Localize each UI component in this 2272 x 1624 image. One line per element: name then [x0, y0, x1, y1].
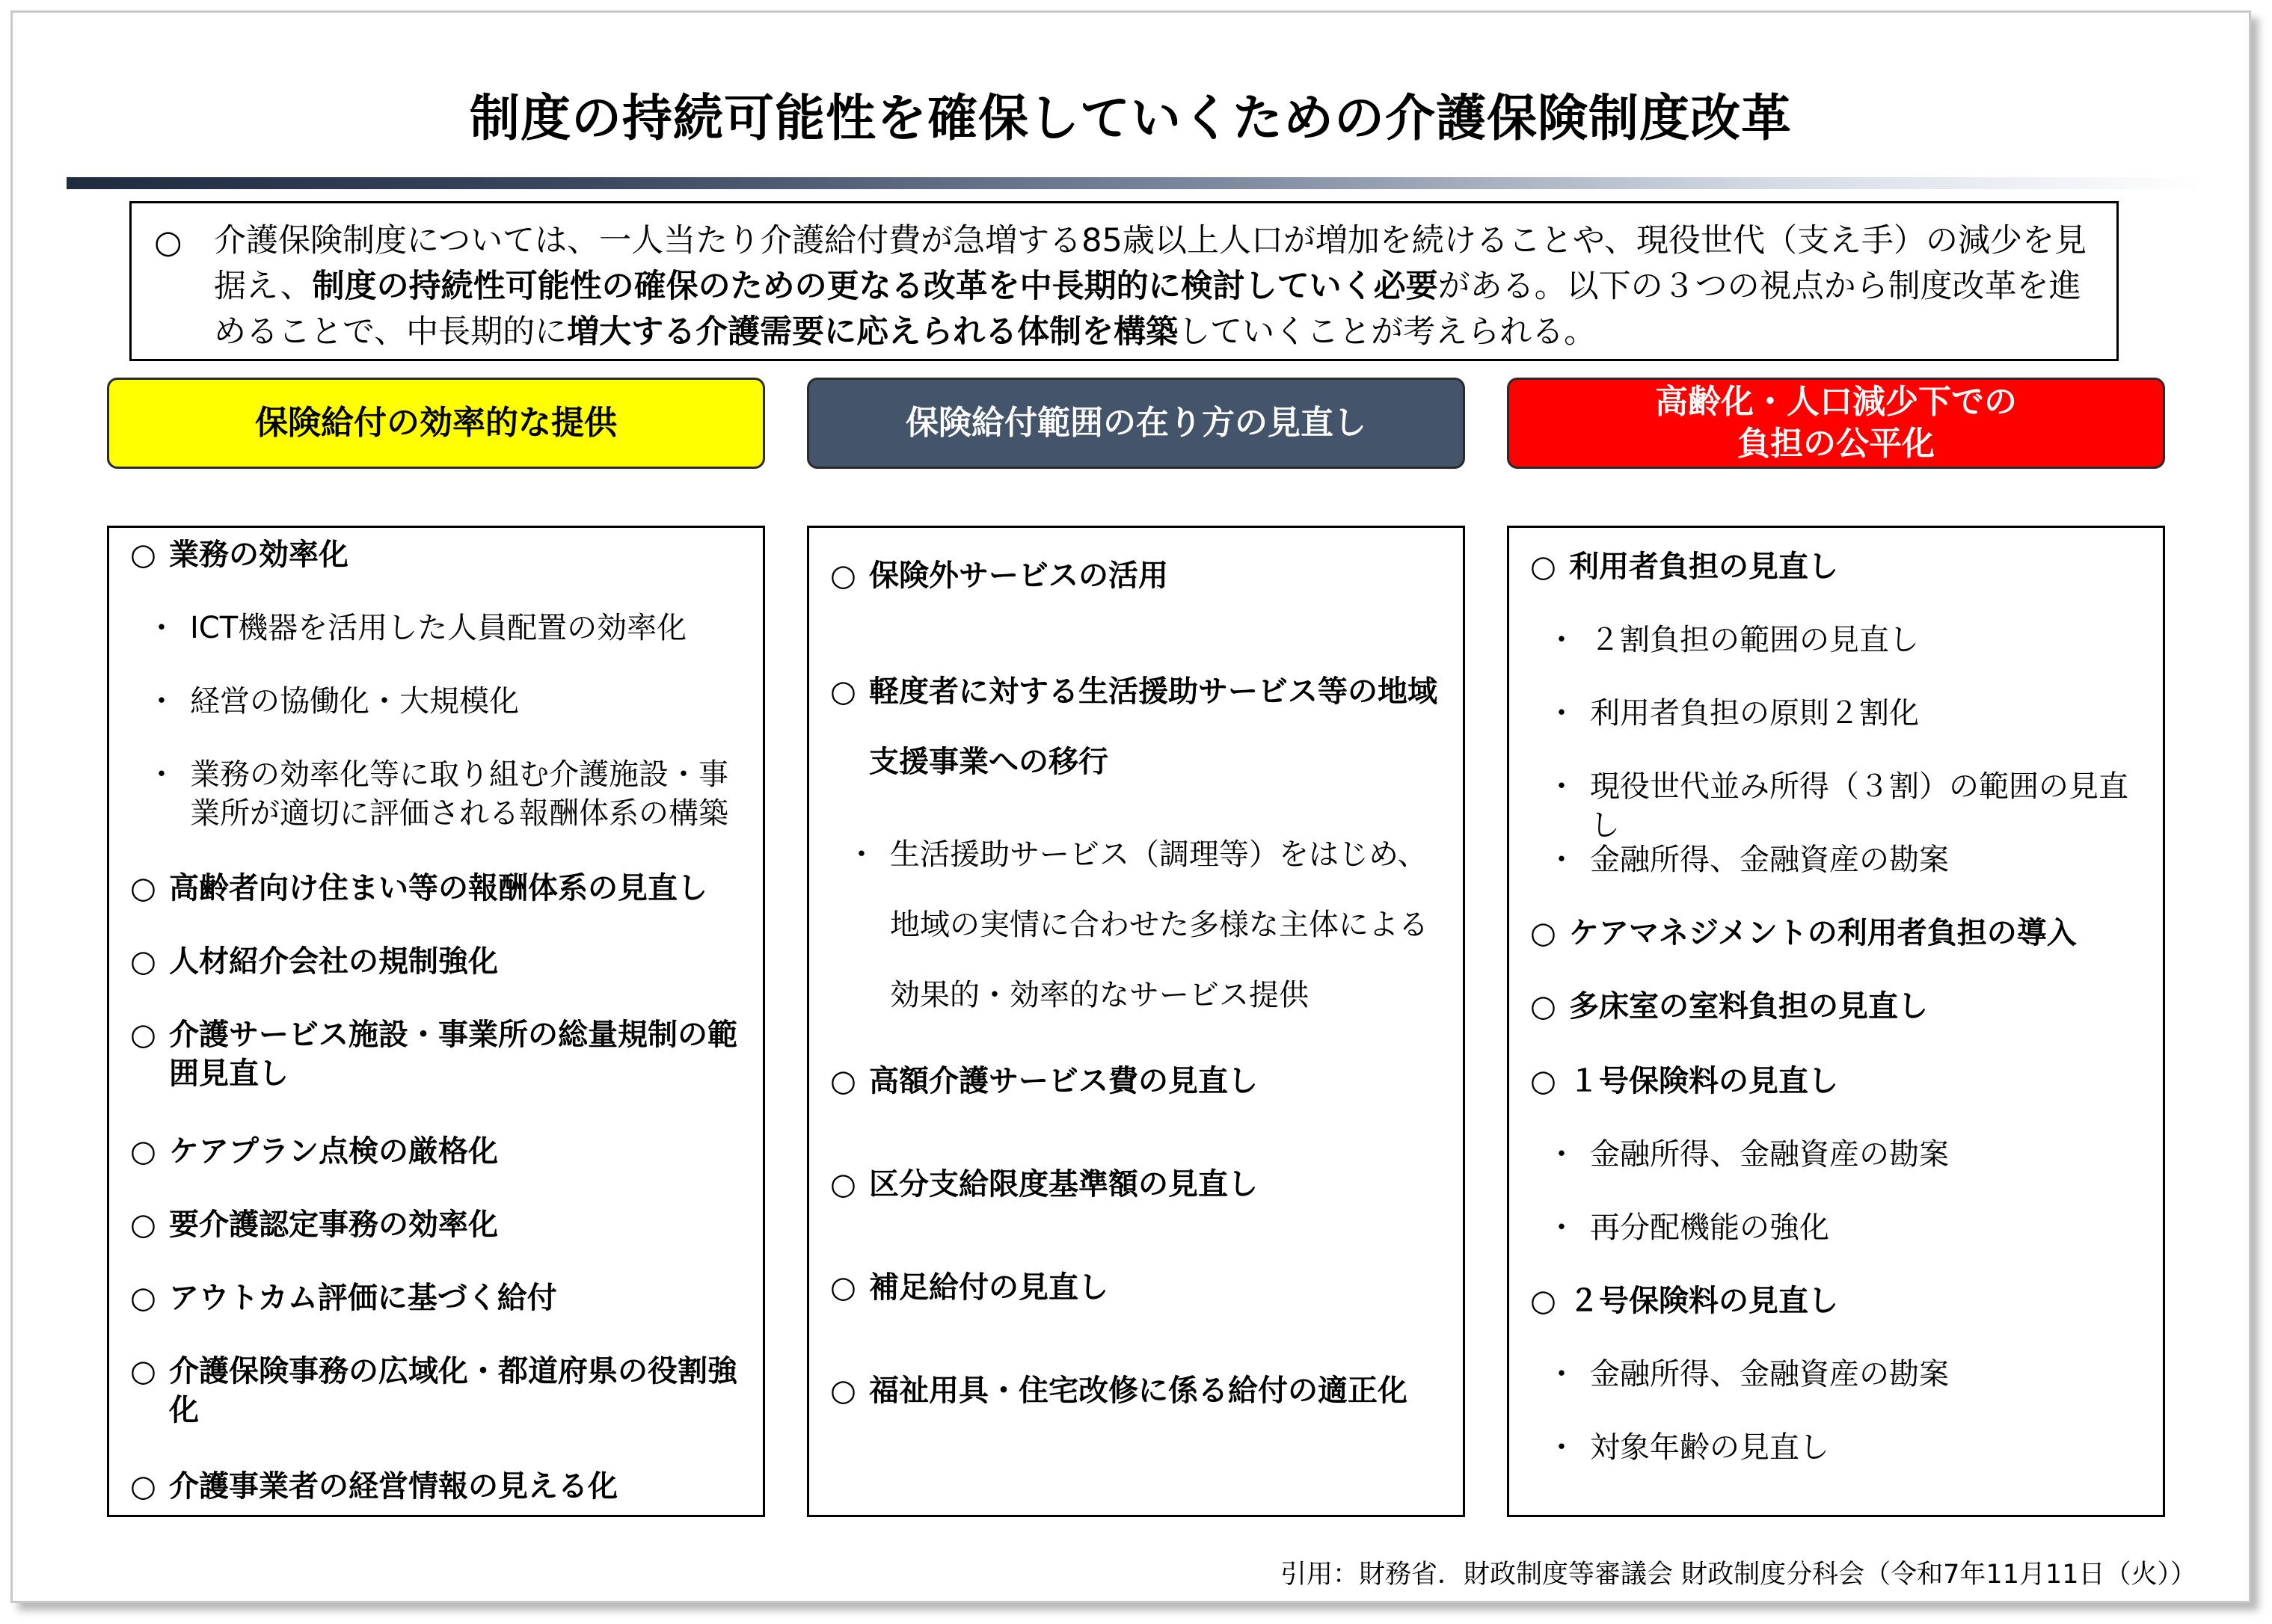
bullet-marker: ○ — [130, 1018, 156, 1052]
list-item — [830, 1165, 1446, 1204]
list-item-text: 要介護認定事務の効率化 — [169, 1208, 498, 1242]
list-item-text: 経営の協働化・大規模化 — [190, 684, 519, 719]
list-item — [1530, 1208, 2146, 1247]
column-header-efficient-benefits — [107, 378, 765, 469]
list-item — [130, 1132, 746, 1171]
intro-text-part1: 介護保険制度については、一人当たり介護給付費が急増する85歳以上人口が増加を続けることや、現役世代（支え手）の減少を見据え、 — [214, 222, 2087, 305]
list-item — [130, 682, 746, 721]
list-item-text: 利用者負担の見直し — [1569, 550, 1838, 584]
bullet-marker: ・ — [1547, 1137, 1576, 1172]
bullet-marker: ○ — [130, 538, 156, 572]
bullet-marker: ・ — [147, 757, 176, 792]
slide — [10, 10, 2251, 1603]
list-item — [1530, 694, 2146, 733]
bullet-marker: ・ — [1547, 623, 1576, 657]
intro-text-part3: していくことが考えられる。 — [1178, 313, 1597, 351]
list-item — [830, 819, 1446, 1030]
bullet-marker: ・ — [847, 837, 876, 872]
bullet-marker: ・ — [1547, 769, 1576, 804]
list-item — [130, 942, 746, 981]
bullet-marker: ○ — [1530, 989, 1556, 1024]
list-item — [830, 1268, 1446, 1307]
list-item-text: ２号保険料の見直し — [1569, 1284, 1838, 1318]
list-item — [1530, 1062, 2146, 1101]
list-item — [1530, 840, 2146, 879]
bullet-marker: ○ — [130, 1134, 156, 1169]
list-item-text: 再分配機能の強化 — [1590, 1211, 1829, 1245]
list-item-text: 保険外サービスの活用 — [869, 559, 1168, 593]
list-item — [830, 656, 1446, 797]
bullet-marker: ○ — [130, 1354, 156, 1388]
list-item — [130, 1352, 746, 1430]
list-item — [1530, 1355, 2146, 1394]
list-item-text: 高額介護サービス費の見直し — [869, 1064, 1258, 1098]
list-item — [830, 1062, 1446, 1101]
list-item — [1530, 914, 2146, 953]
bullet-marker: ○ — [1530, 1284, 1556, 1318]
list-item-text: ケアプラン点検の厳格化 — [169, 1134, 498, 1169]
list-item-text: 多床室の室料負担の見直し — [1569, 989, 1928, 1024]
bullet-marker: ・ — [1547, 1211, 1576, 1245]
list-item-text: 金融所得、金融資産の勘案 — [1590, 1357, 1949, 1391]
citation-note: 引用：財務省．財政制度等審議会 財政制度分科会（令和7年11月11日（火）） — [1280, 1560, 2196, 1590]
list-item — [130, 535, 746, 574]
list-item-text: 利用者負担の原則２割化 — [1590, 696, 1919, 731]
bullet-marker: ○ — [1530, 550, 1556, 584]
list-item-text: アウトカム評価に基づく給付 — [169, 1281, 557, 1315]
list-item-text: 介護保険事務の広域化・都道府県の役割強化 — [169, 1354, 737, 1427]
list-item-text: １号保険料の見直し — [1569, 1064, 1838, 1098]
list-item — [1530, 1282, 2146, 1320]
bullet-marker: ○ — [130, 1469, 156, 1504]
list-item-text: ケアマネジメントの利用者負担の導入 — [1569, 916, 2077, 950]
intro-text-bold1: 制度の持続性可能性の確保のための更なる改革を中長期的に検討していく必要 — [312, 268, 1438, 305]
list-item-text: 業務の効率化 — [169, 538, 349, 572]
bullet-marker: ・ — [1547, 1430, 1576, 1465]
list-item — [130, 1279, 746, 1317]
bullet-marker: ○ — [1530, 916, 1556, 950]
intro-text-part2: がある。以下の３つの視点から制度改革を進めることで、中長期的に — [214, 268, 2081, 351]
bullet-marker: ○ — [130, 871, 156, 905]
list-item-text: 介護サービス施設・事業所の総量規制の範囲見直し — [169, 1018, 737, 1091]
bullet-marker: ○ — [830, 1064, 856, 1098]
list-item-text: 軽度者に対する生活援助サービス等の地域支援事業への移行 — [869, 674, 1437, 779]
list-item-text: 生活援助サービス（調理等）をはじめ、地域の実情に合わせた多様な主体による効果的・効率的なサービス提供 — [890, 837, 1428, 1012]
list-item-text: 区分支給限度基準額の見直し — [869, 1167, 1258, 1202]
list-item-text: 業務の効率化等に取り組む介護施設・事業所が適切に評価される報酬体系の構築 — [190, 757, 728, 831]
bullet-marker: ○ — [830, 674, 856, 709]
list-item-text: 対象年齢の見直し — [1590, 1430, 1829, 1465]
column-box-benefit-scope — [807, 526, 1465, 1517]
title-underline — [67, 177, 2201, 189]
bullet-marker: ○ — [130, 1281, 156, 1315]
bullet-marker: ○ — [830, 1374, 856, 1408]
list-item — [130, 755, 746, 833]
bullet-marker: ・ — [1547, 843, 1576, 877]
column-header-label-line2: 負担の公平化 — [1737, 425, 1935, 463]
column-box-efficient-benefits — [107, 526, 765, 1517]
bullet-marker: ○ — [130, 1208, 156, 1242]
list-item — [130, 1467, 746, 1506]
list-item-text: ICT機器を活用した人員配置の効率化 — [190, 611, 687, 645]
list-item-text: 金融所得、金融資産の勘案 — [1590, 843, 1949, 877]
list-item-text: 高齢者向け住まい等の報酬体系の見直し — [169, 871, 707, 905]
list-item-text: 補足給付の見直し — [869, 1270, 1108, 1305]
list-item — [130, 1205, 746, 1244]
list-item-text: ２割負担の範囲の見直し — [1590, 623, 1919, 657]
list-item — [1530, 767, 2146, 845]
column-header-label: 保険給付の効率的な提供 — [255, 404, 617, 442]
bullet-marker: ・ — [147, 611, 176, 645]
bullet-marker: ・ — [1547, 1357, 1576, 1391]
list-item-text: 福祉用具・住宅改修に係る給付の適正化 — [869, 1374, 1407, 1408]
bullet-marker: ○ — [130, 944, 156, 979]
column-box-burden-fairness — [1507, 526, 2165, 1517]
bullet-marker: ○ — [830, 559, 856, 593]
column-header-label: 保険給付範囲の在り方の見直し — [906, 404, 1366, 442]
list-item — [130, 869, 746, 908]
list-item-text: 人材紹介会社の規制強化 — [169, 944, 498, 979]
list-item-text: 現役世代並み所得（３割）の範囲の見直し — [1590, 769, 2128, 843]
bullet-marker: ○ — [830, 1270, 856, 1305]
bullet-marker: ○ — [830, 1167, 856, 1202]
list-item — [130, 609, 746, 648]
list-item-text: 介護事業者の経営情報の見える化 — [169, 1469, 618, 1504]
list-item — [130, 1015, 746, 1093]
column-header-label-line1: 高齢化・人口減少下での — [1655, 383, 2017, 421]
list-item — [1530, 1135, 2146, 1174]
list-item — [830, 556, 1446, 595]
list-item — [1530, 621, 2146, 659]
list-item — [1530, 987, 2146, 1026]
list-item — [1530, 547, 2146, 586]
column-header-benefit-scope — [807, 378, 1465, 469]
intro-bullet: ○ — [154, 224, 182, 261]
page-title: 制度の持続可能性を確保していくための介護保険制度改革 — [470, 89, 1792, 147]
intro-text-bold2: 増大する介護需要に応えられる体制を構築 — [567, 313, 1179, 351]
bullet-marker: ・ — [147, 684, 176, 719]
list-item — [830, 1371, 1446, 1410]
list-item — [1530, 1428, 2146, 1467]
column-header-burden-fairness — [1507, 378, 2165, 469]
intro-box — [129, 201, 2119, 361]
intro-text — [214, 218, 2094, 355]
bullet-marker: ○ — [1530, 1064, 1556, 1098]
bullet-marker: ・ — [1547, 696, 1576, 731]
list-item-text: 金融所得、金融資産の勘案 — [1590, 1137, 1949, 1172]
